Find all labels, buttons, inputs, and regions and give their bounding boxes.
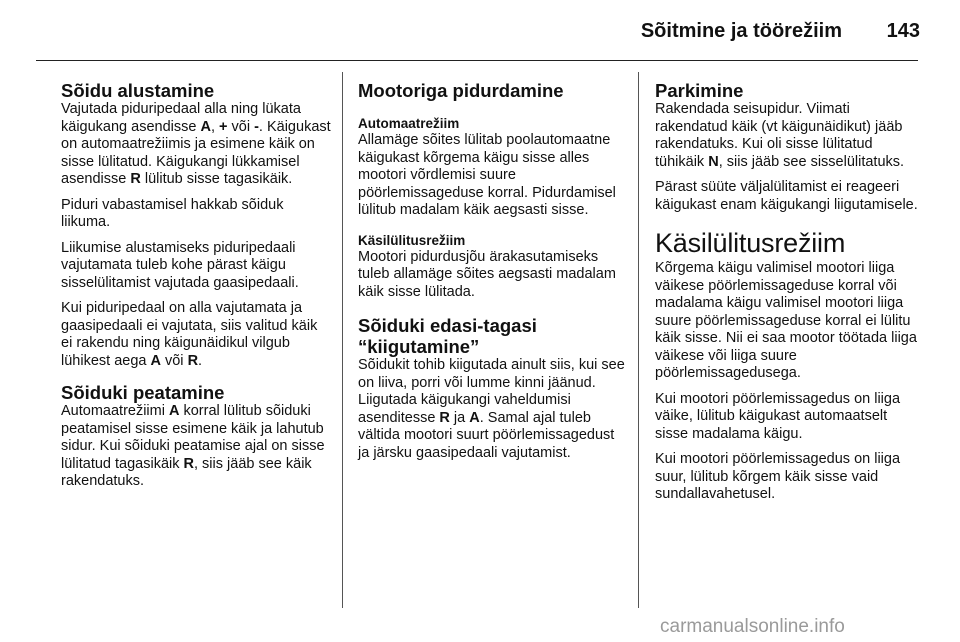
text: . Samal ajal tuleb vältida mootori suurt pöörlemissagedust ja järsku gaasipedaali vajutamist. — [358, 409, 615, 461]
page-header — [0, 0, 960, 64]
gear-A: A — [150, 352, 161, 369]
text: lülitub sisse tagasikäik. — [140, 171, 293, 187]
text: Sõidukit tohib kiigutada ainult siis, kui see on liiva, porri või lumme kinni jäänud. Liigutada käigukangi vaheldumisi asenditesse — [358, 357, 625, 426]
watermark: carmanualsonline.info — [660, 616, 845, 637]
text: korral lülitub sõiduki peatamisel sisse esimene käik ja lahutub sidur. Kui sõiduki peatamise ajal on sisse lülitatud tagasikäik — [61, 403, 325, 472]
text: Vajutada piduripedaal alla ning lükata käigukang asendisse — [61, 101, 301, 135]
text: . — [198, 352, 203, 369]
column-1 — [61, 72, 331, 499]
paragraph-stop — [61, 403, 331, 491]
subheading-auto: Automaatrežiim — [358, 116, 460, 131]
heading-line-1: Sõiduki edasi-tagasi — [358, 315, 537, 336]
text: ja — [449, 409, 470, 426]
gear-A: A — [168, 403, 180, 419]
gear-A: A — [469, 409, 480, 426]
gear-minus: - — [254, 118, 259, 135]
paragraph-manual-1: Kõrgema käigu valimisel mootori liiga väikese pöörlemissageduse korral või madalama käigu valimisel mootori liiga suure pöörlemissageduse korral ei lülitu käik sisse. Nii ei saa mootor töötada liiga väikese või liiga suure pöörlemissagedusega. — [655, 260, 917, 381]
heading-line-2: “kiigutamine” — [358, 336, 480, 357]
running-header-title: Sõitmine ja töörežiim — [640, 20, 842, 42]
section-heading-stop: Sõiduki peatamine — [61, 382, 225, 403]
section-heading-start: Sõidu alustamine — [61, 80, 215, 101]
header-rule — [36, 60, 918, 61]
gear-R: R — [130, 171, 141, 187]
text: Rakendada seisupidur. Viimati rakendatud käik (vt käigunäidikut) jääb rakendatuks. Kui oli sisse lülitatud tühikäik — [655, 101, 903, 170]
text: . Käigukast on automaatrežiimis ja esimene käik on sisse lülitatud. Käigukangi lükkamisel asendisse — [61, 118, 331, 187]
paragraph-brake-auto: Allamäge sõites lülitab poolautomaatne käigukast kõrgema käigu sisse alles mootori võrdlemisi suure pöörlemissageduse korral. Pidurdamisel lülitub madalam käik aegsasti sisse. — [358, 132, 616, 218]
column-divider-1 — [342, 72, 343, 608]
subheading-manual: Käsilülitusrežiim — [358, 232, 466, 248]
text: või — [227, 118, 255, 135]
gear-A: A — [200, 118, 211, 135]
text: , — [210, 118, 220, 135]
paragraph-start-1 — [61, 101, 331, 189]
text: Automaatrežiimi — [61, 403, 169, 419]
paragraph-manual-3: Kui mootori pöörlemissagedus on liiga suur, lülitub kõrgem käik sisse vaid sundallavahetusel. — [655, 451, 901, 502]
paragraph-start-3: Liikumise alustamiseks piduripedaali vajutamata tuleb kohe pärast käigu sisselülitamist vajutada gaasipedaali. — [61, 239, 299, 291]
section-heading-parking: Parkimine — [655, 80, 744, 101]
paragraph-rocking — [358, 357, 626, 462]
gear-N: N — [708, 153, 719, 170]
column-2 — [358, 72, 626, 470]
paragraph-brake-manual: Mootori pidurdusjõu ärakasutamiseks tuleb allamäge sõites aegsasti madalam käik sisse lülitada. — [358, 248, 616, 300]
paragraph-start-4 — [61, 300, 331, 370]
gear-R: R — [187, 352, 199, 369]
gear-R: R — [439, 409, 450, 426]
text: , siis jääb see sisselülitatuks. — [718, 153, 905, 170]
page-number: 143 — [886, 20, 920, 42]
gear-R: R — [183, 455, 194, 472]
text: või — [160, 352, 188, 369]
section-heading-manual-mode: Käsilülitusrežiim — [655, 228, 846, 258]
gear-plus: + — [219, 118, 228, 135]
paragraph-parking-2: Pärast süüte väljalülitamist ei reageeri käigukast enam käigukangi liigutamisele. — [655, 179, 918, 213]
column-divider-2 — [638, 72, 639, 608]
section-heading-rocking — [358, 315, 626, 357]
section-heading-engine-brake: Mootoriga pidurdamine — [358, 80, 564, 101]
text: , siis jääb see käik rakendatuks. — [61, 455, 312, 489]
paragraph-manual-2: Kui mootori pöörlemissagedus on liiga väike, lülitub käigukast automaatselt sisse madalama käigu. — [655, 390, 901, 442]
column-3 — [655, 72, 923, 512]
text: Kui piduripedaal on alla vajutamata ja gaasipedaali ei vajutata, siis valitud käik ei rakendu ning käigunäidikul vilgub lühikest aega — [61, 300, 318, 369]
paragraph-start-2: Piduri vabastamisel hakkab sõiduk liikuma. — [61, 196, 284, 230]
paragraph-parking-1 — [655, 101, 923, 171]
